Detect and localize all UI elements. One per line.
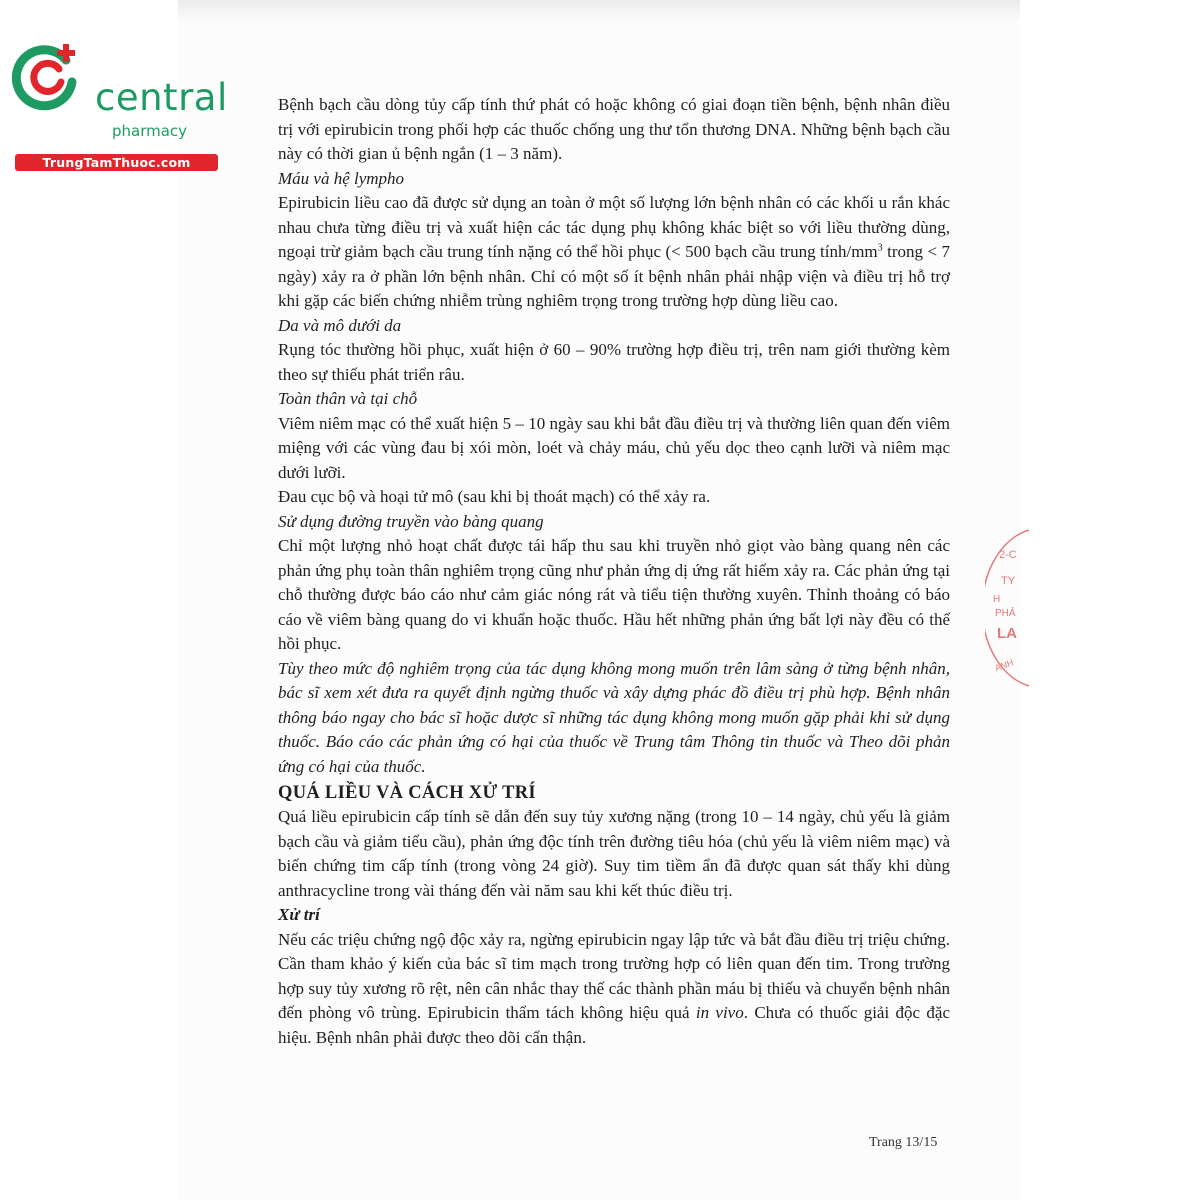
stamp-text: 2-C [999, 549, 1017, 561]
scan-edge [178, 0, 1020, 22]
text-run: . Chưa có thuốc giải độc đặc hiệu. Bệnh nhân phải được theo dõi cẩn thận. [278, 1003, 950, 1047]
stamp-text: ANH [993, 657, 1015, 674]
paragraph: Đau cục bộ và hoại tử mô (sau khi bị thoát mạch) có thể xảy ra. [278, 487, 711, 506]
logo-url: TrungTamThuoc.com [42, 155, 191, 170]
stamp-mark [985, 528, 1030, 688]
section-subheading: Da và mô dưới da [278, 315, 402, 335]
logo-name: central [95, 76, 228, 119]
pharmacy-cross-logo-icon [8, 36, 88, 116]
logo-subtitle: pharmacy [112, 122, 188, 140]
paragraph: Chỉ một lượng nhỏ hoạt chất được tái hấp thu sau khi truyền nhỏ giọt vào bàng quang nên các phản ứng phụ toàn thân nghiêm trọng cũng như phản ứng dị ứng rất hiếm xảy ra. Các phản ứng tại chỗ thường được báo cáo như cảm giác nóng rát và tiểu tiện thường xuyên. Thỉnh thoảng có báo cáo về viêm bàng quang do vi khuẩn hoặc thuốc. Hầu hết những phản ứng bất lợi này đều có thể hồi phục. [278, 536, 950, 653]
logo-url-band [15, 154, 218, 171]
paragraph: Viêm niêm mạc có thể xuất hiện 5 – 10 ngày sau khi bắt đầu điều trị và thường liên quan đến viêm miệng với các vùng đau bị xói mòn, loét và chảy máu, chủ yếu dọc theo cạnh lưỡi và niêm mạc dưới lưỡi. [278, 413, 950, 482]
stamp-text: TY [1001, 575, 1016, 587]
section-subheading: Máu và hệ lympho [278, 168, 405, 188]
paragraph [278, 928, 950, 1051]
section-subheading: Sử dụng đường truyền vào bàng quang [278, 511, 544, 531]
section-subheading: Toàn thân và tại chỗ [278, 389, 418, 408]
central-pharmacy-logo[interactable] [8, 36, 228, 170]
italic-notice: Tùy theo mức độ nghiêm trọng của tác dụng không mong muốn trên lâm sàng ở từng bệnh nhân, bác sĩ xem xét đưa ra quyết định ngừng thuốc và xây dựng phác đồ điều trị phù hợp. Bệnh nhân thông báo ngay cho bác sĩ hoặc dược sĩ những tác dụng không mong muốn gặp phải khi sử dụng thuốc. Báo cáo các phản ứng có hại của thuốc về Trung tâm Thông tin thuốc và Theo dõi phản ứng có hại của thuốc. [278, 658, 950, 776]
text-run-italic: in vivo [695, 1003, 744, 1022]
text-run: trong < 7 ngày) xảy ra ở phần lớn bệnh nhân. Chỉ có một số ít bệnh nhân phải nhập viện và điều trị hỗ trợ khi gặp các biến chứng nhiễm trùng nghiêm trọng trong trường hợp dùng liều cao. [278, 242, 950, 310]
stamp-text: LA [997, 625, 1017, 642]
text-run: Nếu các triệu chứng ngộ độc xảy ra, ngừng epirubicin ngay lập tức và bắt đầu điều trị triệu chứng. Cần tham khảo ý kiến của bác sĩ tim mạch trong trường hợp có liên quan đến tim. Trong trường hợp suy tủy xương rõ rệt, nên cân nhắc thay thế các thành phần máu bị thiếu và chuyển bệnh nhân đến phòng vô trùng. Epirubicin thẩm tách không hiệu quả [278, 929, 950, 1022]
paragraph [278, 191, 950, 314]
section-heading: QUÁ LIỀU VÀ CÁCH XỬ TRÍ [278, 783, 536, 803]
text-run: Epirubicin liều cao đã được sử dụng an toàn ở một số lượng lớn bệnh nhân có các khối u rắn khác nhau chưa từng điều trị và xuất hiện các tác dụng phụ không khác biệt so với liều thường dùng, ngoại trừ giảm bạch cầu trung tính nặng có thể hồi phục (< 500 bạch cầu trung tính/mm [278, 193, 950, 261]
section-subheading: Xử trí [278, 905, 320, 924]
stamp-text: H [993, 594, 1001, 605]
paragraph: Rụng tóc thường hồi phục, xuất hiện ở 60 – 90% trường hợp điều trị, trên nam giới thường kèm theo sự thiếu phát triển râu. [278, 340, 950, 384]
document-body [278, 93, 950, 1050]
paragraph: Bệnh bạch cầu dòng tủy cấp tính thứ phát có hoặc không có giai đoạn tiền bệnh, bệnh nhân điều trị với epirubicin trong phối hợp các thuốc chống ung thư tổn thương DNA. Những bệnh bạch cầu này có thời gian ủ bệnh ngắn (1 – 3 năm). [278, 95, 950, 163]
paragraph: Quá liều epirubicin cấp tính sẽ dẫn đến suy tủy xương nặng (trong 10 – 14 ngày, chủ yếu là giảm bạch cầu và giảm tiểu cầu), phản ứng độc tính trên đường tiêu hóa (chủ yếu là viêm niêm mạc) và biến chứng tim cấp tính (trong vòng 24 giờ). Suy tim tiềm ẩn đã được quan sát thấy khi dùng anthracycline trong vài tháng đến vài năm sau khi kết thúc điều trị. [278, 807, 950, 900]
page-number: Trang 13/15 [869, 1135, 938, 1150]
stamp-text: PHẢ [995, 608, 1016, 619]
superscript: 3 [877, 242, 883, 254]
